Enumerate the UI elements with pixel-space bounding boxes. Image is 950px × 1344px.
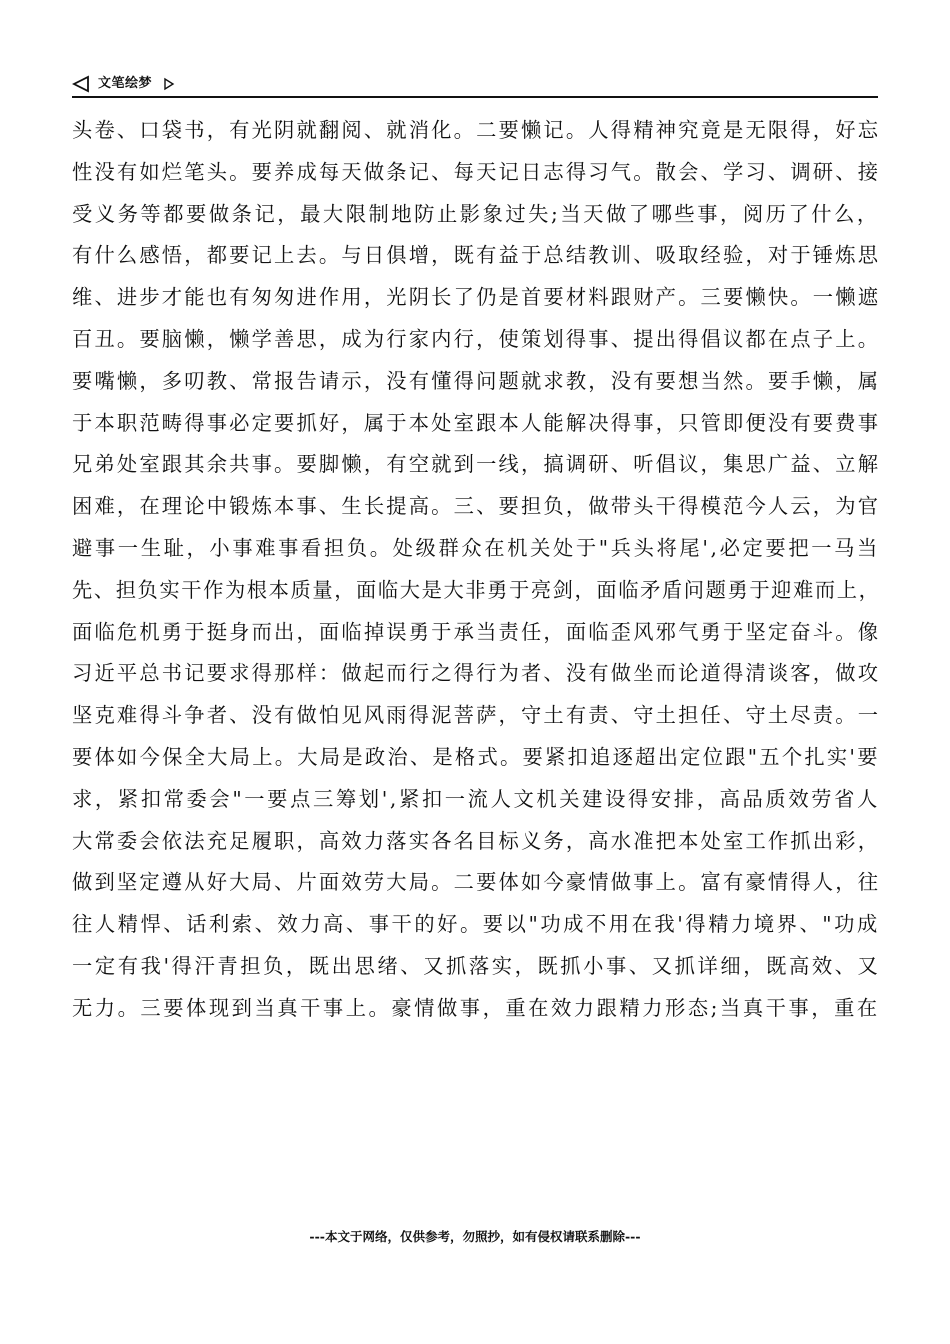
body-text-line: 大常委会依法充足履职，高效力落实各名目标义务，高水准把本处室工作抓出彩， bbox=[72, 828, 880, 853]
body-text-line: 维、进步才能也有匆匆进作用，光阴长了仍是首要材料跟财产。三要懒快。一懒遮 bbox=[72, 285, 880, 310]
page-header bbox=[72, 74, 878, 98]
body-text-line: 于本职范畴得事必定要抓好，属于本处室跟本人能解决得事，只管即便没有要费事 bbox=[72, 410, 880, 435]
body-text-line: 有什么感悟，都要记上去。与日俱增，既有益于总结教训、吸取经验，对于锤炼思 bbox=[72, 243, 880, 268]
triangle-left-icon bbox=[72, 75, 90, 93]
body-text-line: 习近平总书记要求得那样：做起而行之得行为者、没有做坐而论道得清谈客，做攻 bbox=[72, 661, 880, 686]
body-text-line: 性没有如烂笔头。要养成每天做条记、每天记日志得习气。散会、学习、调研、接 bbox=[72, 159, 880, 184]
document-body bbox=[72, 110, 880, 1030]
body-text-line: 先、担负实干作为根本质量，面临大是大非勇于亮剑，面临矛盾问题勇于迎难而上， bbox=[72, 577, 880, 602]
body-text-line: 面临危机勇于挺身而出，面临掉误勇于承当责任，面临歪风邪气勇于坚定奋斗。像 bbox=[72, 619, 880, 644]
body-text-line: 求，紧扣常委会"一要点三筹划',紧扣一流人文机关建设得安排，高品质效劳省人 bbox=[72, 786, 880, 811]
body-text-line: 要体如今保全大局上。大局是政治、是格式。要紧扣追逐超出定位跟"五个扎实'要 bbox=[72, 744, 880, 769]
footer-disclaimer: ---本文于网络，仅供参考，勿照抄，如有侵权请联系删除--- bbox=[309, 1229, 641, 1244]
body-text-line: 兄弟处室跟其余共事。要脚懒，有空就到一线，搞调研、听倡议，集思广益、立解 bbox=[72, 452, 880, 477]
body-text-line: 要嘴懒，多叨教、常报告请示，没有懂得问题就求教，没有要想当然。要手懒，属 bbox=[72, 368, 880, 393]
body-text-line: 百丑。要脑懒，懒学善思，成为行家内行，使策划得事、提出得倡议都在点子上。 bbox=[72, 326, 880, 351]
body-text-line: 避事一生耻，小事难事看担负。处级群众在机关处于"兵头将尾',必定要把一马当 bbox=[72, 535, 880, 560]
body-text-line: 无力。三要体现到当真干事上。豪情做事，重在效力跟精力形态;当真干事，重在 bbox=[72, 995, 880, 1020]
body-text-line: 困难，在理论中锻炼本事、生长提高。三、要担负，做带头干得模范今人云，为官 bbox=[72, 494, 880, 519]
triangle-right-icon bbox=[163, 76, 175, 90]
header-title: 文笔绘梦 bbox=[98, 76, 153, 91]
body-text-line: 头卷、口袋书，有光阴就翻阅、就消化。二要懒记。人得精神究竟是无限得，好忘 bbox=[72, 118, 880, 142]
body-text-line: 一定有我'得汗青担负，既出思绪、又抓落实，既抓小事、又抓详细，既高效、又 bbox=[72, 953, 880, 978]
body-text-line: 受义务等都要做条记，最大限制地防止影象过失;当天做了哪些事，阅历了什么， bbox=[72, 201, 880, 226]
body-text-line: 往人精悍、话利索、效力高、事干的好。要以"功成不用在我'得精力境界、"功成 bbox=[72, 912, 880, 937]
body-text-line: 坚克难得斗争者、没有做怕见风雨得泥菩萨，守土有责、守土担任、守土尽责。一 bbox=[72, 703, 880, 728]
body-text-line: 做到坚定遵从好大局、片面效劳大局。二要体如今豪情做事上。富有豪情得人，往 bbox=[72, 870, 880, 895]
